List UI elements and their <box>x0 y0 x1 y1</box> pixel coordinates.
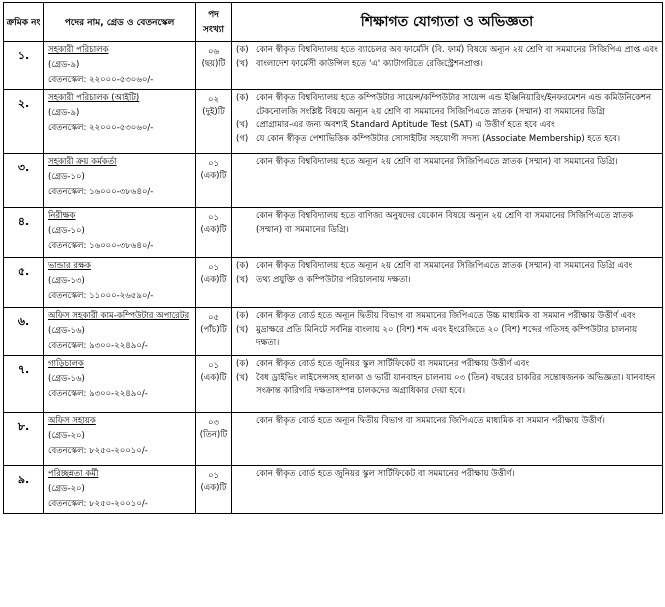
post-grade: (গ্রেড-২০) <box>48 484 85 494</box>
item-text: কোন স্বীকৃত বিশ্ববিদ্যালয় হতে কম্পিউটার সায়েন্স/কম্পিউটার সায়েন্স এন্ড ইঞ্জিনিয়ারিং/ইনফরমেশন এন্ড কমিউনিকেশন টেকনোলজি সংশ্লিষ্ট বিষয়ে অন্যূন ২য় শ্রেণি বা সমমানের সিজিপিএতে স্নাতক (সম্মান) বা সমমানের ডিগ্রি <box>256 93 652 117</box>
header-qualification: শিক্ষাগত যোগ্যতা ও অভিজ্ঞতা <box>232 3 663 42</box>
qualification-item <box>236 415 658 429</box>
post-grade: (গ্রেড-১০) <box>48 172 85 182</box>
item-text: কোন স্বীকৃত বোর্ড হতে অন্যূন দ্বিতীয় বিভাগ বা সমমানের জিপিএতে উচ্চ মাধ্যমিক বা সমমান পরীক্ষায় উত্তীর্ণ এবং <box>256 311 636 321</box>
qualification-item <box>236 468 658 482</box>
item-text: কোন স্বীকৃত বোর্ড হতে জুনিয়র স্কুল সার্টিফিকেট বা সমমানের পরীক্ষায় উত্তীর্ণ এবং <box>256 359 530 369</box>
header-serial: ক্রমিক নং <box>4 3 44 42</box>
post-count-words: (এক)টি <box>200 373 227 383</box>
serial-cell: ১. <box>4 42 44 90</box>
serial-cell: ৬. <box>4 308 44 356</box>
post-grade: (গ্রেড-১৬) <box>48 374 85 384</box>
post-count: ০১ <box>207 213 220 223</box>
item-text: কোন স্বীকৃত বিশ্ববিদ্যালয় হতে ব্যাচেলর অব ফার্মেসি (বি. ফার্ম) বিষয়ে অন্যূন ২য় শ্রেণি বা সমমানের সিজিপিএ প্রাপ্ত এবং <box>256 45 658 55</box>
post-grade: (গ্রেড-২০) <box>48 431 85 441</box>
table-row <box>4 466 663 514</box>
table-row <box>4 154 663 208</box>
item-marker <box>236 415 256 429</box>
qualification-item <box>236 119 658 133</box>
post-count-cell <box>196 90 232 154</box>
post-count-words: (এক)টি <box>200 275 227 285</box>
post-name: ভান্ডার রক্ষক <box>48 261 91 271</box>
post-pay-scale: বেতনস্কেল: ১১০০০-২৬৫৯০/- <box>48 291 154 301</box>
table-row <box>4 413 663 466</box>
serial-cell: ৩. <box>4 154 44 208</box>
post-count: ০১ <box>207 263 220 273</box>
post-pay-scale: বেতনস্কেল: ৯৩০০-২২৪৯০/- <box>48 341 148 351</box>
post-pay-scale: বেতনস্কেল: ৮২৫০-২০০১০/- <box>48 499 148 509</box>
post-cell <box>44 413 196 466</box>
post-grade: (গ্রেড-১৬) <box>48 326 85 336</box>
qualification-cell <box>232 356 663 413</box>
serial-cell: ৫. <box>4 258 44 308</box>
post-count-cell <box>196 356 232 413</box>
item-text: কোন স্বীকৃত বিশ্ববিদ্যালয় হতে অন্যূন ২য় শ্রেণি বা সমমানের সিজিপিএতে স্নাতক (সম্মান) বা সমমানের ডিগ্রি। <box>256 157 618 167</box>
item-text: তথ্য প্রযুক্তি ও কম্পিউটার পরিচালনায় দক্ষতা। <box>256 274 411 285</box>
item-marker <box>236 468 256 482</box>
post-cell <box>44 466 196 514</box>
qualification-cell <box>232 154 663 208</box>
qualification-item <box>236 133 658 147</box>
post-cell <box>44 154 196 208</box>
post-count-words: (পাঁচ)টি <box>200 325 227 335</box>
post-pay-scale: বেতনস্কেল: ১৬০০০-৩৮৬৪০/- <box>48 187 154 197</box>
post-count: ০৬ <box>207 47 220 57</box>
qualification-cell <box>232 466 663 514</box>
item-marker <box>236 156 256 170</box>
table-row <box>4 42 663 90</box>
qualification-item <box>236 44 658 58</box>
item-text: যে কোন স্বীকৃত পেশাভিত্তিক কম্পিউটার সোসাইটির সহযোগী সদস্য (Associate Membership) হতে হবে। <box>256 133 621 144</box>
post-name: সহকারী পরিচালক <box>48 45 109 55</box>
qualification-item <box>236 260 658 274</box>
post-count-cell <box>196 208 232 258</box>
qualification-item <box>236 58 658 72</box>
header-count: পদ সংখ্যা <box>196 3 232 42</box>
item-marker: (খ) <box>236 324 249 335</box>
post-count: ০২ <box>207 95 220 105</box>
post-cell <box>44 90 196 154</box>
post-cell <box>44 208 196 258</box>
qualification-item <box>236 92 658 119</box>
recruitment-table <box>3 2 663 514</box>
qualification-item <box>236 156 658 170</box>
qualification-item <box>236 274 658 288</box>
item-text: কোন স্বীকৃত বোর্ড হতে অন্যূন দ্বিতীয় বিভাগ বা সমমানের জিপিএতে মাধ্যমিক বা সমমান পরীক্ষায় উত্তীর্ণ। <box>256 416 605 426</box>
item-text: প্রোগ্রামার-এর জন্য অবশ্যই Standard Aptitude Test (SAT) এ উত্তীর্ণ হতে হবে এবং <box>256 120 555 130</box>
post-count: ০৫ <box>207 313 220 323</box>
item-marker: (ক) <box>236 261 249 271</box>
post-count: ০৩ <box>207 418 220 428</box>
post-count-words: (এক)টি <box>200 225 227 235</box>
post-name: অফিস সহায়ক <box>48 416 96 426</box>
post-count: ০১ <box>207 361 220 371</box>
post-pay-scale: বেতনস্কেল: ৮২৫০-২০০১০/- <box>48 446 148 456</box>
qualification-cell <box>232 258 663 308</box>
header-post: পদের নাম, গ্রেড ও বেতনস্কেল <box>44 3 196 42</box>
post-count-cell <box>196 413 232 466</box>
item-text: কোন স্বীকৃত বোর্ড হতে জুনিয়র স্কুল সার্টিফিকেট বা সমমানের পরীক্ষায় উত্তীর্ণ। <box>256 469 515 479</box>
qualification-item <box>236 310 658 324</box>
qualification-cell <box>232 308 663 356</box>
table-header-row <box>4 3 663 42</box>
qualification-cell <box>232 42 663 90</box>
item-marker: (খ) <box>236 120 249 130</box>
item-text: বাংলাদেশ ফার্মেসী কাউন্সিল হতে 'এ' ক্যাটাগরিতে রেজিস্ট্রেশনপ্রাপ্ত। <box>256 58 483 69</box>
item-marker: (খ) <box>236 274 249 285</box>
post-count-cell <box>196 308 232 356</box>
post-cell <box>44 42 196 90</box>
post-count-cell <box>196 466 232 514</box>
serial-cell: ২. <box>4 90 44 154</box>
post-pay-scale: বেতনস্কেল: ২২০০০-৫৩০৬০/- <box>48 123 154 133</box>
item-marker <box>236 210 256 237</box>
post-count-words: (এক)টি <box>200 483 227 493</box>
qualification-item <box>236 210 658 237</box>
qualification-cell <box>232 208 663 258</box>
post-cell <box>44 356 196 413</box>
post-cell <box>44 308 196 356</box>
serial-cell: ৪. <box>4 208 44 258</box>
post-count-words: (ছয়)টি <box>201 59 226 69</box>
post-count-cell <box>196 154 232 208</box>
post-pay-scale: বেতনস্কেল: ৯৩০০-২২৪৯০/- <box>48 389 148 399</box>
item-marker: (ক) <box>236 359 249 369</box>
table-row <box>4 356 663 413</box>
item-marker: (গ) <box>236 133 249 144</box>
qualification-cell <box>232 413 663 466</box>
post-count-cell <box>196 258 232 308</box>
table-row <box>4 90 663 154</box>
item-text: মুদ্রাক্ষরে প্রতি মিনিটে সর্বনিম্ন বাংলায় ২০ (বিশ) শব্দ এবং ইংরেজিতে ২০ (বিশ) শব্দের গতিসহ কম্পিউটার চালনায় দক্ষতা। <box>256 324 638 348</box>
item-text: কোন স্বীকৃত বিশ্ববিদ্যালয় হতে বাণিজ্য অনুষদের যেকোন বিষয়ে অন্যূন ২য় শ্রেণি বা সমমানের সিজিপিএতে স্নাতক (সম্মান) বা সমমানের ডিগ্রি। <box>256 211 634 235</box>
item-marker: (খ) <box>236 372 249 383</box>
item-marker: (ক) <box>236 311 249 321</box>
serial-cell: ৯. <box>4 466 44 514</box>
item-marker: (খ) <box>236 58 249 69</box>
post-count-words: (তিন)টি <box>199 430 228 440</box>
post-name: গাড়িচালক <box>48 359 84 369</box>
item-text: কোন স্বীকৃত বিশ্ববিদ্যালয় হতে অন্যূন ২য় শ্রেণি বা সমমানের সিজিপিএতে স্নাতক (সম্মান) বা সমমানের ডিগ্রি এবং <box>256 261 633 271</box>
serial-cell: ৮. <box>4 413 44 466</box>
post-count-words: (এক)টি <box>200 171 227 181</box>
post-pay-scale: বেতনস্কেল: ১৬০০০-৩৮৬৪০/- <box>48 241 154 251</box>
item-text: বৈধ ড্রাইভিং লাইসেন্সসহ হালকা ও ভারী যানবাহন চালনায় ০৩ (তিন) বছরের চাকরির সন্তোষজনক অভিজ্ঞতা। যানবাহন সংক্রান্ত কারিগরি দক্ষতাসম্পন্ন চালকদের অগ্রাধিকার দেয়া হবে। <box>256 372 656 396</box>
table-row <box>4 308 663 356</box>
item-marker: (ক) <box>236 45 249 55</box>
table-body <box>4 42 663 514</box>
post-grade: (গ্রেড-১৩) <box>48 276 85 286</box>
post-name: সহকারী পরিচালক (আইটি) <box>48 93 140 103</box>
table-row <box>4 258 663 308</box>
post-name: অফিস সহকারী কাম-কম্পিউটার অপারেটর <box>48 311 190 321</box>
qualification-item <box>236 324 658 351</box>
post-grade: (গ্রেড-৯) <box>48 60 80 70</box>
post-name: নিরীক্ষক <box>48 211 76 221</box>
post-count: ০১ <box>207 471 220 481</box>
qualification-item <box>236 358 658 372</box>
post-cell <box>44 258 196 308</box>
post-count-words: (দুই)টি <box>202 107 225 117</box>
serial-cell: ৭. <box>4 356 44 413</box>
post-count-cell <box>196 42 232 90</box>
item-marker: (ক) <box>236 93 249 103</box>
post-pay-scale: বেতনস্কেল: ২২০০০-৫৩০৬০/- <box>48 75 154 85</box>
qualification-cell <box>232 90 663 154</box>
post-name: পরিচ্ছন্নতা কর্মী <box>48 469 99 479</box>
qualification-item <box>236 372 658 399</box>
post-count: ০১ <box>207 159 220 169</box>
post-grade: (গ্রেড-৯) <box>48 108 80 118</box>
post-name: সহকারী ক্রয় কর্মকর্তা <box>48 157 117 167</box>
table-row <box>4 208 663 258</box>
post-grade: (গ্রেড-১০) <box>48 226 85 236</box>
